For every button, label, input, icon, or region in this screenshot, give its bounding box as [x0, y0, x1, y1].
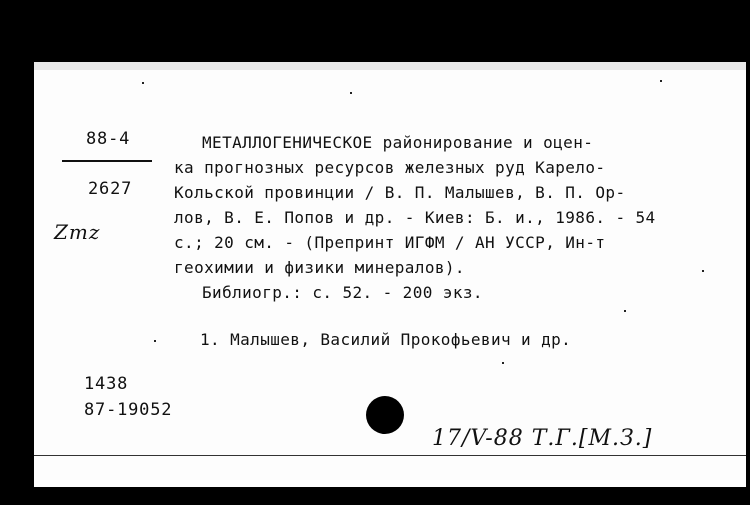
entry-line-5: с.; 20 см. - (Препринт ИГФМ / АН УССР, Ин-т: [174, 233, 606, 252]
card-bottom-rule: [34, 455, 746, 456]
punch-hole: [366, 396, 404, 434]
bibliography-note: Библиогр.: с. 52. - 200 экз.: [202, 283, 483, 302]
accession-number-1: 1438: [84, 374, 129, 394]
entry-line-1: МЕТАЛЛОГЕНИЧЕСКОЕ районирование и оцен-: [202, 133, 594, 152]
handwritten-code: Zmz: [54, 220, 101, 244]
scan-speck: [624, 310, 626, 312]
entry-line-2: ка прогнозных ресурсов железных руд Карело-: [174, 158, 606, 177]
shelfmark-top: 88-4: [86, 129, 131, 149]
scan-speck: [154, 340, 156, 342]
entry-line-3: Кольской провинции / В. П. Малышев, В. П. Ор-: [174, 183, 626, 202]
scan-speck: [702, 270, 704, 272]
catalog-card: [34, 62, 746, 487]
accession-number-2: 87-19052: [84, 400, 173, 420]
card-top-edge: [34, 62, 746, 70]
tracing-entry: 1. Малышев, Василий Прокофьевич и др.: [200, 330, 572, 349]
entry-line-4: лов, В. Е. Попов и др. - Киев: Б. и., 1986. - 54: [174, 208, 656, 227]
scan-speck: [142, 82, 144, 84]
handwritten-date-initials: 17/V-88 Т.Г.[М.З.]: [432, 426, 653, 451]
entry-line-6: геохимии и физики минералов).: [174, 258, 465, 277]
scan-speck: [350, 92, 352, 94]
scan-speck: [660, 80, 662, 82]
shelfmark-divider: [62, 160, 152, 162]
scan-speck: [502, 362, 504, 364]
shelfmark-bottom: 2627: [88, 179, 133, 199]
